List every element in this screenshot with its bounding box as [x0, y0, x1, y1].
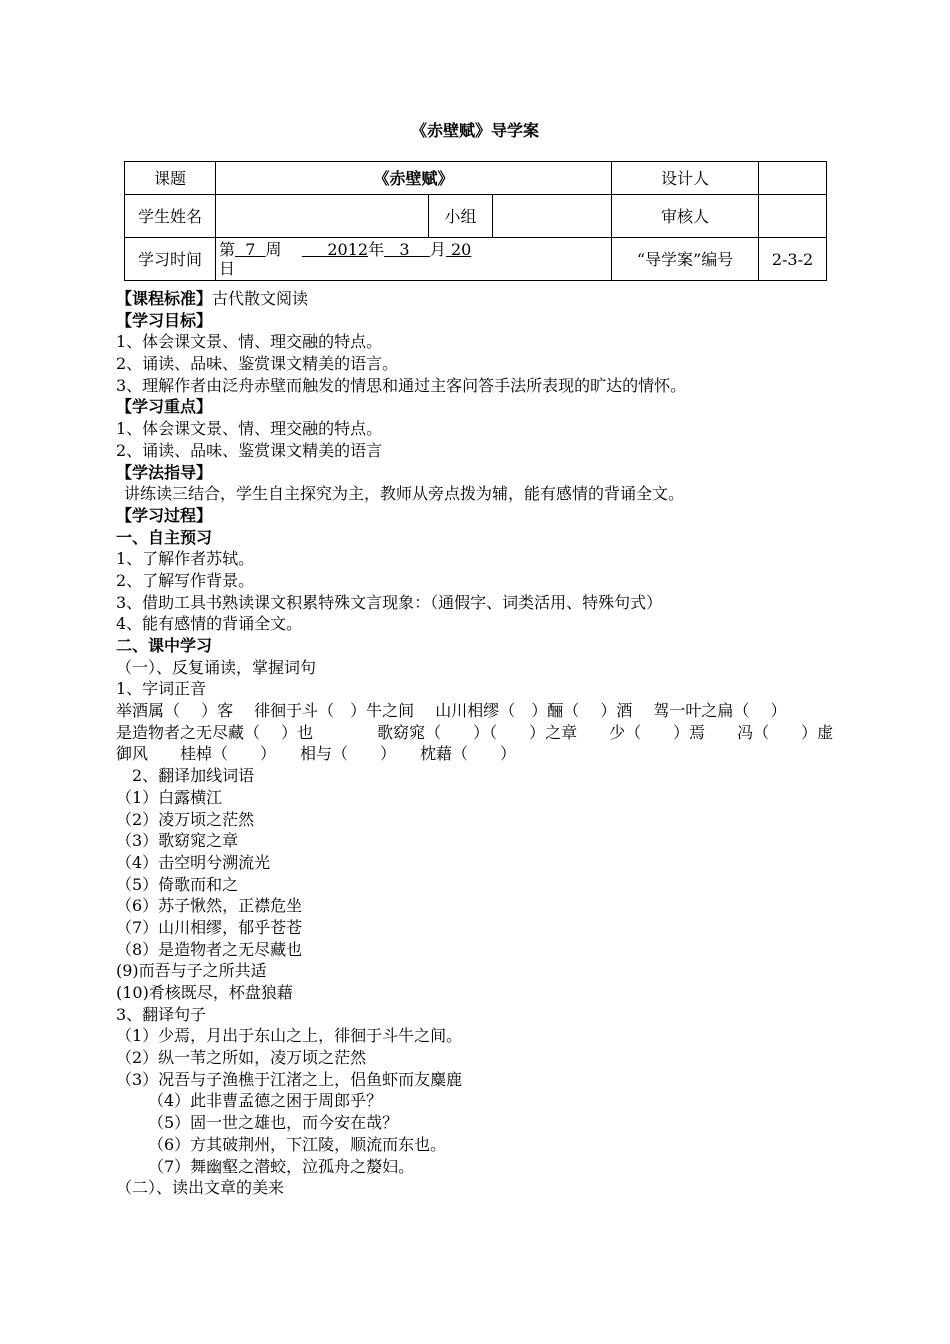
week-underline-left — [235, 240, 245, 259]
section-heading: 【学习重点】 — [116, 397, 213, 417]
list-item: 1、体会课文景、情、理交融的特点。 — [116, 332, 383, 352]
section-heading: 【学法指导】 — [116, 462, 213, 482]
list-item: 2、翻译加线词语 — [132, 766, 255, 786]
part-heading: 一、自主预习 — [116, 527, 213, 547]
list-item: 3、翻译句子 — [116, 1004, 207, 1024]
word-item: （5）倚歌而和之 — [116, 874, 239, 894]
word-item: （7）山川相缪，郁乎苍苍 — [116, 917, 303, 937]
student-label: 学生姓名 — [125, 195, 216, 238]
reviewer-label: 审核人 — [612, 195, 759, 238]
code-label: “导学案”编号 — [612, 238, 759, 281]
info-table — [124, 161, 827, 281]
year-underline — [302, 240, 327, 259]
list-item: 3、借助工具书熟读课文积累特殊文言现象：（通假字、词类活用、特殊句式） — [116, 592, 663, 612]
month-value: 3 — [399, 240, 410, 259]
time-label: 学习时间 — [125, 238, 216, 281]
month-underline-left — [384, 240, 399, 259]
student-value[interactable] — [216, 195, 429, 238]
table-row — [125, 195, 827, 238]
standard-text: 古代散文阅读 — [212, 289, 309, 308]
word-item: （4）击空明兮溯流光 — [116, 852, 271, 872]
sentence-item: （4）此非曹孟德之困于周郎乎？ — [148, 1091, 383, 1111]
list-item: 4、能有感情的背诵全文。 — [116, 614, 303, 634]
section-heading: 【学习过程】 — [116, 505, 213, 525]
table-row — [125, 238, 827, 281]
section-heading: 【学习目标】 — [116, 310, 213, 330]
word-item: （2）凌万顷之茫然 — [116, 809, 255, 829]
date-gap — [282, 240, 302, 259]
sentence-item: （1）少焉，月出于东山之上，徘徊于斗牛之间。 — [116, 1026, 463, 1046]
week-underline-right — [255, 240, 265, 259]
sentence-item: （5）固一世之雄也，而今安在哉？ — [148, 1113, 399, 1133]
date-field[interactable] — [216, 238, 612, 281]
word-item: (9)而吾与子之所共适 — [116, 961, 267, 981]
list-item: 2、诵读、品味、鉴赏课文精美的语言。 — [116, 354, 399, 374]
phonetic-line: 举酒属（ ）客 徘徊于斗（ ）牛之间 山川相缪（ ）酾（ ）酒 驾一叶之扁（ ） — [116, 701, 787, 721]
week-prefix: 第 — [219, 240, 236, 259]
sentence-item: （3）况吾与子渔樵于江渚之上，侣鱼虾而友麋鹿 — [116, 1069, 463, 1089]
phonetic-line: 是造物者之无尽藏（ ）也 歌窈窕（ ）（ ）之章 少（ ）焉 冯（ ）虚 — [116, 722, 834, 742]
part-heading: 二、课中学习 — [116, 636, 213, 655]
sub-heading: （二）、读出文章的美来 — [116, 1178, 285, 1198]
list-item: 1、了解作者苏轼。 — [116, 549, 255, 569]
course-label: 课题 — [125, 162, 216, 195]
method-text: 讲练读三结合，学生自主探究为主，教师从旁点拨为辅，能有感情的背诵全文。 — [124, 484, 685, 504]
year-value: 2012 — [327, 240, 369, 259]
word-item: （6）苏子愀然，正襟危坐 — [116, 896, 303, 916]
list-item: 1、字词正音 — [116, 679, 207, 699]
month-suffix: 月 — [429, 240, 446, 259]
list-item: 2、诵读、品味、鉴赏课文精美的语言 — [116, 440, 383, 460]
word-item: （3）歌窈窕之章 — [116, 831, 239, 851]
designer-value[interactable] — [759, 162, 827, 195]
week-value: 7 — [245, 240, 256, 259]
reviewer-value[interactable] — [759, 195, 827, 238]
list-item: 1、体会课文景、情、理交融的特点。 — [116, 419, 383, 439]
phonetic-line: 御风 桂棹（ ） 相与（ ） 枕藉（ ） — [116, 744, 517, 764]
group-value[interactable] — [493, 195, 612, 238]
day-value: 20 — [450, 240, 472, 259]
code-value: 2-3-2 — [759, 238, 827, 281]
word-item: （1）白露横江 — [116, 787, 223, 807]
sub-heading: （一）、反复诵读，掌握词句 — [116, 657, 317, 677]
word-item: （8）是造物者之无尽藏也 — [116, 939, 303, 959]
year-suffix: 年 — [368, 240, 385, 259]
document-title: 《赤壁赋》导学案 — [410, 121, 539, 140]
group-label: 小组 — [429, 195, 493, 238]
designer-label: 设计人 — [612, 162, 759, 195]
document-body — [116, 288, 846, 1199]
sentence-item: （6）方其破荆州，下江陵，顺流而东也。 — [148, 1134, 447, 1154]
sentence-item: （7）舞幽壑之潜蛟，泣孤舟之嫠妇。 — [148, 1156, 415, 1176]
table-row — [125, 162, 827, 195]
course-standard — [116, 288, 846, 310]
sentence-item: （2）纵一苇之所如，凌万顷之茫然 — [116, 1048, 367, 1068]
list-item: 2、了解写作背景。 — [116, 570, 255, 590]
month-underline-right — [410, 240, 430, 259]
list-item: 3、理解作者由泛舟赤壁而触发的情思和通过主客问答手法所表现的旷达的情怀。 — [116, 375, 687, 395]
section-heading: 【课程标准】 — [116, 289, 213, 308]
day-suffix: 日 — [219, 259, 236, 278]
word-item: (10)肴核既尽，杯盘狼藉 — [116, 983, 293, 1002]
course-value: 《赤壁赋》 — [216, 162, 612, 195]
week-suffix: 周 — [265, 240, 282, 259]
